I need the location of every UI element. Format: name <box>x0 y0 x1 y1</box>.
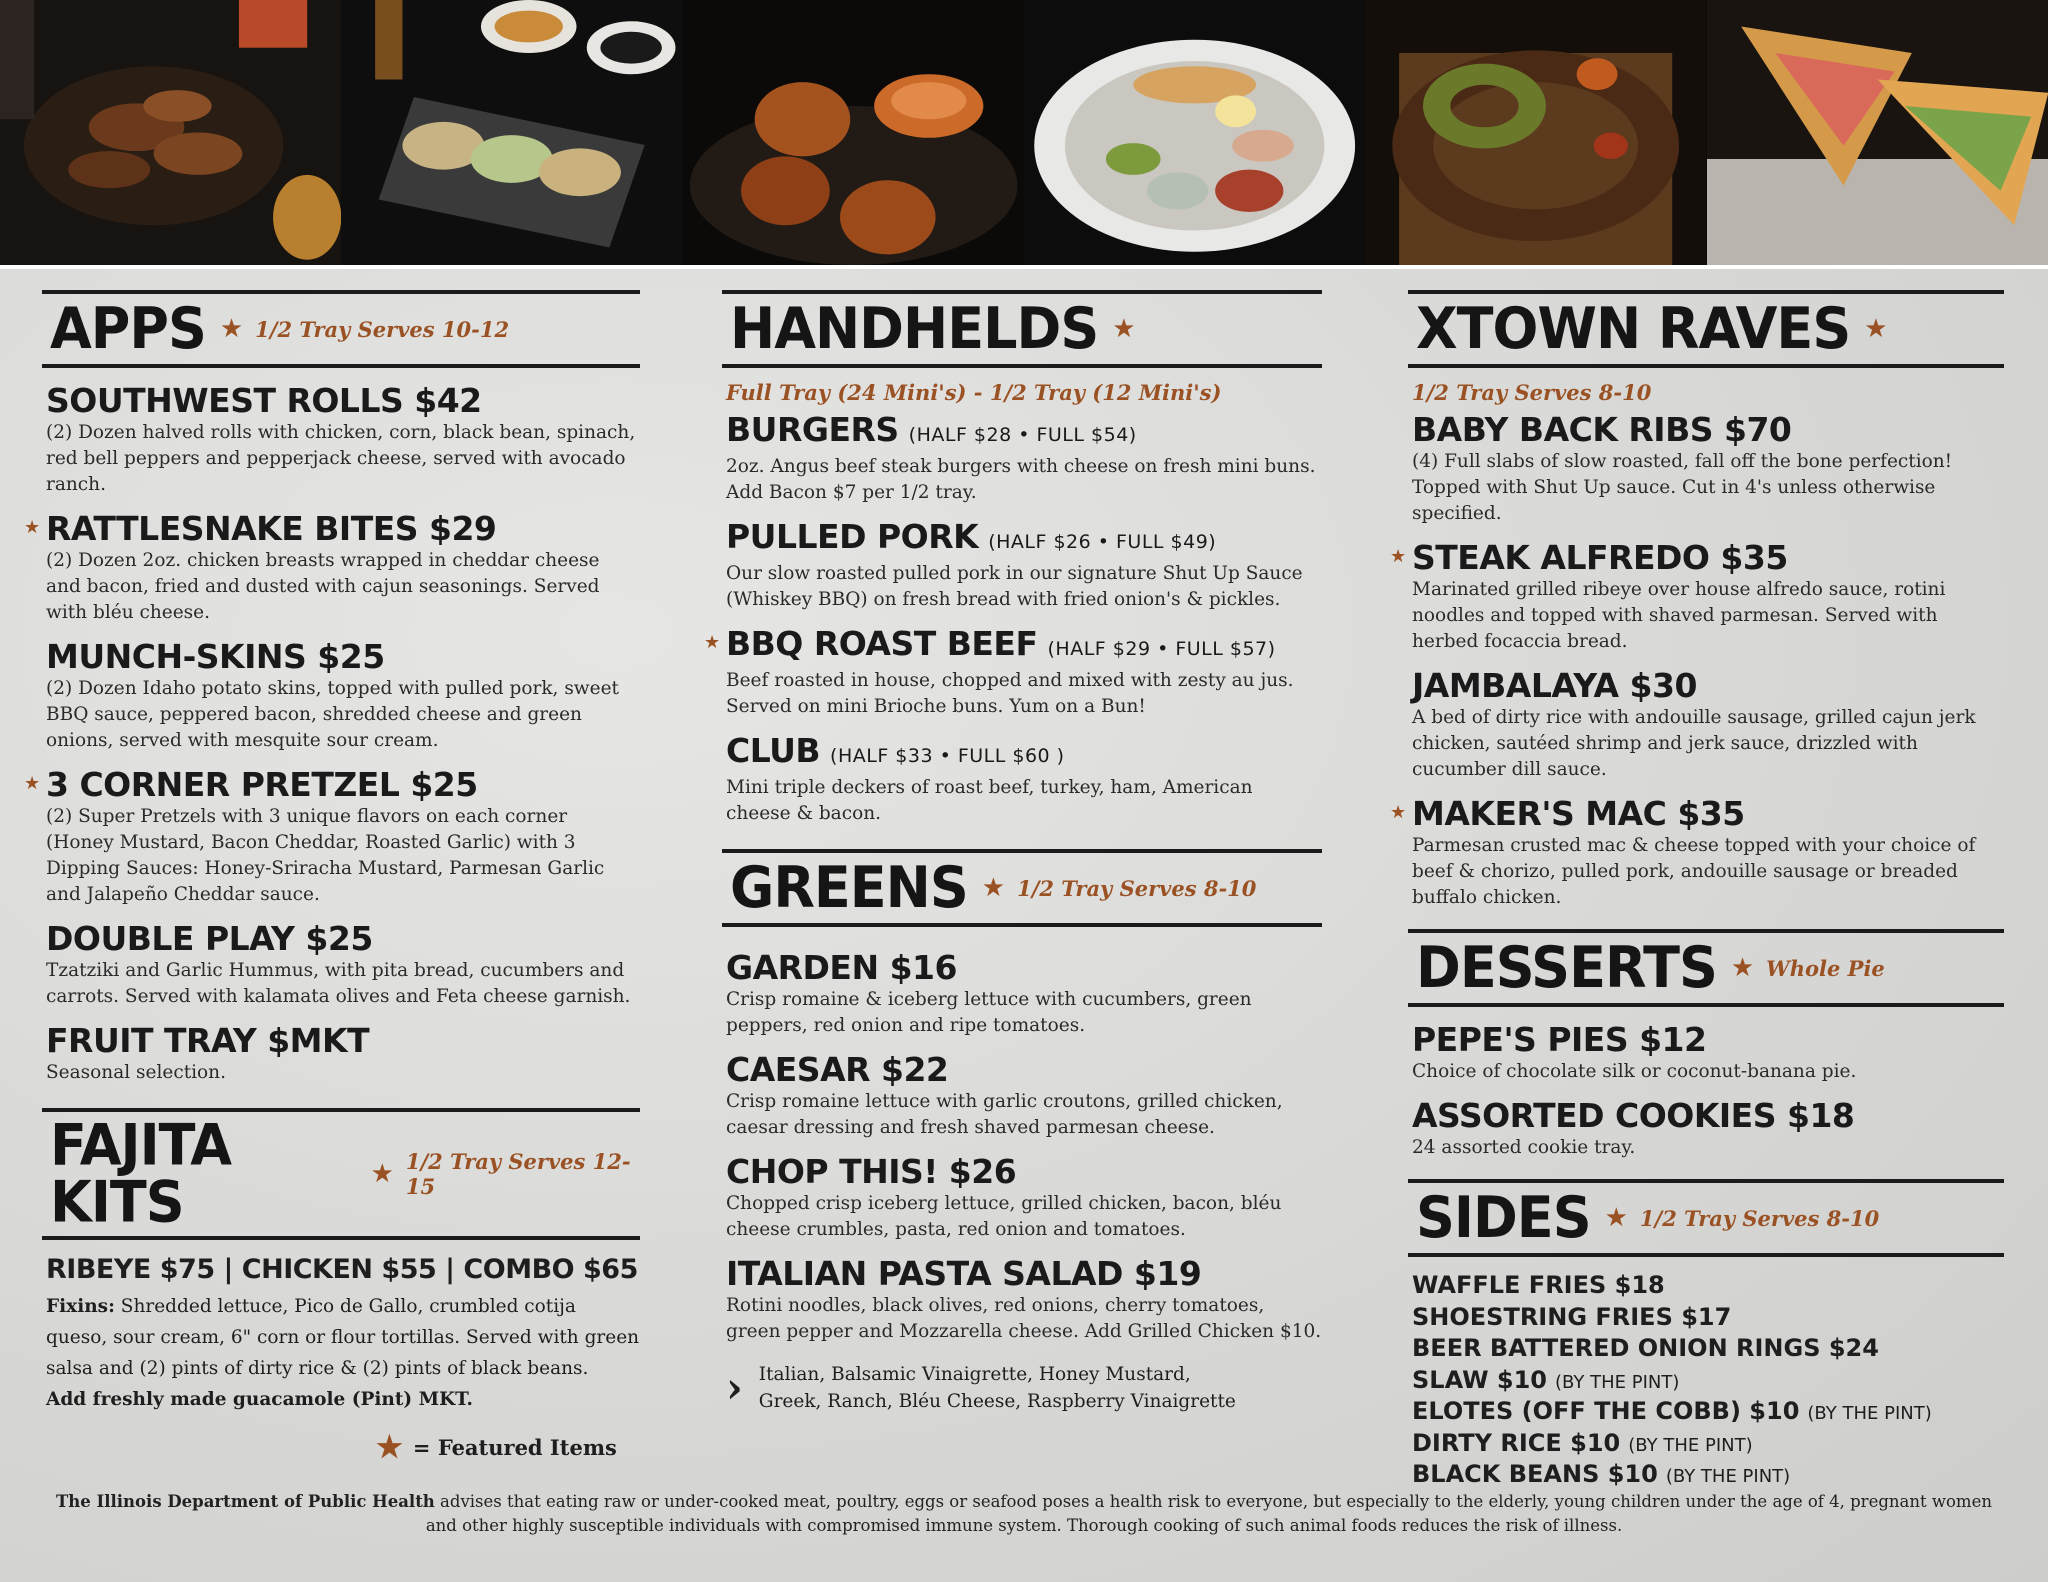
menu-item <box>1390 794 2004 911</box>
menu-item <box>726 1051 1322 1141</box>
item-desc: Crisp romaine lettuce with garlic croutons, grilled chicken, caesar dressing and fresh shaved parmesan cheese. <box>726 1091 1283 1138</box>
raves-subtitle: 1/2 Tray Serves 8-10 <box>1412 380 1652 405</box>
side-name: BLACK BEANS $10 <box>1412 1460 1658 1488</box>
menu-item <box>726 949 1322 1039</box>
side-name: SHOESTRING FRIES $17 <box>1412 1302 1732 1331</box>
star-icon: ★ <box>1604 1203 1628 1233</box>
menu-item <box>24 765 640 908</box>
fajita-header <box>42 1108 640 1240</box>
item-title <box>726 625 1322 668</box>
menu-item <box>1412 667 2004 783</box>
chevron-right-icon: › <box>726 1363 743 1412</box>
item-title: MUNCH-SKINS $25 <box>46 637 385 676</box>
greens-header <box>722 849 1322 927</box>
item-desc: Crisp romaine & iceberg lettuce with cucumbers, green peppers, red onion and ripe tomatoes. <box>726 989 1252 1036</box>
side-item <box>1412 1460 2004 1492</box>
item-title <box>726 732 1322 775</box>
side-item <box>1412 1366 2004 1398</box>
fajita-title: FAJITA KITS <box>50 1112 232 1235</box>
side-name: ELOTES (OFF THE COBB) $10 <box>1412 1397 1800 1425</box>
star-icon: ★ <box>219 314 244 344</box>
item-title: BABY BACK RIBS $70 <box>1412 410 1792 449</box>
featured-star-icon: ★ <box>704 632 721 653</box>
menu-item <box>726 518 1322 613</box>
menu-item <box>1412 1021 2004 1085</box>
item-desc: Marinated grilled ribeye over house alfredo sauce, rotini noodles and topped with shaved parmesan. Served with herbed focaccia bread. <box>1412 579 1946 652</box>
item-desc: (2) Super Pretzels with 3 unique flavors on each corner (Honey Mustard, Bacon Cheddar, Roasted Garlic) with 3 Dipping Sauces: Honey-Sriracha Mustard, Parmesan Garlic and Jalapeño Cheddar sauce. <box>46 806 605 905</box>
item-title <box>726 411 1322 454</box>
fajita-guac: Add freshly made guacamole (Pint) MKT. <box>46 1389 473 1410</box>
featured-star-icon: ★ <box>1390 546 1407 567</box>
item-desc: Seasonal selection. <box>46 1062 226 1083</box>
sides-subtitle: 1/2 Tray Serves 8-10 <box>1639 1205 1880 1231</box>
greens-title: GREENS <box>730 854 968 921</box>
fajita-prices: RIBEYE $75 | CHICKEN $55 | COMBO $65 <box>46 1254 638 1285</box>
item-desc: Mini triple deckers of roast beef, turkey, ham, American cheese & bacon. <box>726 777 1253 824</box>
side-note: (BY THE PINT) <box>1555 1371 1680 1393</box>
item-title: STEAK ALFREDO $35 <box>1412 538 1788 577</box>
fajita-fixins <box>46 1291 640 1384</box>
photo-pretzel <box>1365 0 1706 265</box>
menu-item <box>726 732 1322 827</box>
item-name: PULLED PORK <box>726 517 979 556</box>
item-name: BURGERS <box>726 410 899 449</box>
item-size: (HALF $33 • FULL $60 ) <box>830 745 1065 767</box>
star-icon: ★ <box>370 1159 394 1189</box>
raves-title: XTOWN RAVES <box>1416 295 1851 362</box>
greens-subtitle: 1/2 Tray Serves 8-10 <box>1017 875 1257 901</box>
item-desc: Our slow roasted pulled pork in our signature Shut Up Sauce (Whiskey BBQ) on fresh bread with fried onion's & pickles. <box>726 563 1303 610</box>
menu-item <box>46 920 640 1010</box>
health-disclaimer <box>42 1490 2006 1538</box>
item-title <box>726 518 1322 561</box>
side-name: BEER BATTERED ONION RINGS $24 <box>1412 1334 1879 1362</box>
side-note: (BY THE PINT) <box>1807 1403 1932 1424</box>
raves-header <box>1408 290 2004 368</box>
dressing-list: Italian, Balsamic Vinaigrette, Honey Mustard, Greek, Ranch, Bléu Cheese, Raspberry Vinaigrette <box>758 1364 1236 1412</box>
item-size: (HALF $28 • FULL $54) <box>908 424 1137 446</box>
menu-item <box>726 1153 1322 1243</box>
side-name: DIRTY RICE $10 <box>1412 1428 1621 1457</box>
column-left <box>24 290 640 1415</box>
photo-cobb-salad <box>1024 0 1365 265</box>
side-name: WAFFLE FRIES $18 <box>1412 1271 1665 1299</box>
photo-tacos <box>341 0 682 265</box>
dressing-options <box>726 1361 1322 1415</box>
menu-item <box>704 624 1322 720</box>
handhelds-title: HANDHELDS <box>730 295 1099 362</box>
menu-item <box>726 411 1322 506</box>
star-icon: ★ <box>1864 314 1888 344</box>
item-name: BBQ ROAST BEEF <box>726 624 1038 663</box>
sides-title: SIDES <box>1416 1184 1591 1251</box>
apps-title: APPS <box>50 295 206 362</box>
item-title: CAESAR $22 <box>726 1050 949 1089</box>
side-item <box>1412 1397 2004 1429</box>
star-icon: ★ <box>376 1430 403 1465</box>
photo-divider <box>0 265 2048 269</box>
photo-club-sandwich <box>1707 0 2048 265</box>
disclaimer-org: The Illinois Department of Public Health <box>56 1492 435 1511</box>
fixins-text: Shredded lettuce, Pico de Gallo, crumbled cotija queso, sour cream, 6" corn or flour tortillas. Served with green salsa and (2) pints of dirty rice & (2) pints of black beans. <box>46 1296 640 1379</box>
item-name: CLUB <box>726 731 821 770</box>
item-title: ITALIAN PASTA SALAD $19 <box>726 1254 1202 1293</box>
menu-item <box>1412 411 2004 527</box>
menu-item <box>24 509 640 626</box>
item-desc: (2) Dozen Idaho potato skins, topped with pulled pork, sweet BBQ sauce, peppered bacon, shredded cheese and green onions, served with mesquite sour cream. <box>46 678 619 751</box>
side-item <box>1412 1429 2004 1461</box>
menu-item <box>726 1255 1322 1345</box>
item-title: MAKER'S MAC $35 <box>1412 794 1745 833</box>
apps-subtitle: 1/2 Tray Serves 10-12 <box>255 316 510 342</box>
photo-rattlesnake-bites <box>683 0 1024 265</box>
item-desc: Chopped crisp iceberg lettuce, grilled chicken, bacon, bléu cheese crumbles, pasta, red onion and tomatoes. <box>726 1193 1282 1240</box>
side-note: (BY THE PINT) <box>1665 1466 1791 1487</box>
handhelds-header <box>722 290 1322 368</box>
item-size: (HALF $26 • FULL $49) <box>988 531 1217 553</box>
star-icon: ★ <box>1112 314 1136 344</box>
item-title: GARDEN $16 <box>726 948 957 987</box>
item-desc: Parmesan crusted mac & cheese topped with your choice of beef & chorizo, pulled pork, andouille sausage or breaded buffalo chicken. <box>1412 835 1976 908</box>
item-title: PEPE'S PIES $12 <box>1412 1020 1707 1059</box>
menu-item <box>46 1022 640 1086</box>
item-desc: (4) Full slabs of slow roasted, fall off the bone perfection! Topped with Shut Up sauce. Cut in 4's unless otherwise specified. <box>1412 451 1953 524</box>
sides-header <box>1408 1179 2004 1257</box>
featured-star-icon: ★ <box>1390 802 1407 823</box>
photo-wings <box>0 0 341 265</box>
desserts-title: DESSERTS <box>1416 934 1717 1001</box>
side-item <box>1412 1271 2004 1303</box>
star-icon: ★ <box>1730 953 1755 983</box>
item-desc: A bed of dirty rice with andouille sausage, grilled cajun jerk chicken, sautéed shrimp and jerk sauce, drizzled with cucumber dill sauce. <box>1412 707 1976 780</box>
disclaimer-text: advises that eating raw or under-cooked meat, poultry, eggs or seafood poses a health risk to everyone, but especially to the elderly, young children under the age of 4, pregnant women and other highly susceptible individuals with compromised immune system. Thorough cooking of such animal foods reduces the risk of illness. <box>425 1492 1992 1535</box>
column-middle <box>704 290 1322 1415</box>
food-photo-strip <box>0 0 2048 265</box>
item-desc: 24 assorted cookie tray. <box>1412 1137 1636 1158</box>
item-title: ASSORTED COOKIES $18 <box>1412 1096 1855 1135</box>
item-desc: Choice of chocolate silk or coconut-banana pie. <box>1412 1061 1857 1082</box>
item-size: (HALF $29 • FULL $57) <box>1047 638 1276 660</box>
item-title: FRUIT TRAY $MKT <box>46 1021 370 1060</box>
item-desc: Rotini noodles, black olives, red onions, cherry tomatoes, green pepper and Mozzarella cheese. Add Grilled Chicken $10. <box>726 1295 1322 1342</box>
apps-header <box>42 290 640 368</box>
menu-item <box>1412 1097 2004 1161</box>
fixins-label: Fixins: <box>46 1296 115 1317</box>
menu-item <box>46 638 640 754</box>
item-desc: Tzatziki and Garlic Hummus, with pita bread, cucumbers and carrots. Served with kalamata olives and Feta cheese garnish. <box>46 960 631 1007</box>
fajita-subtitle: 1/2 Tray Serves 12-15 <box>405 1149 631 1199</box>
featured-star-icon: ★ <box>24 773 41 794</box>
item-title: SOUTHWEST ROLLS $42 <box>46 381 482 420</box>
column-right <box>1390 290 2004 1492</box>
desserts-subtitle: Whole Pie <box>1766 955 1885 981</box>
side-item <box>1412 1303 2004 1335</box>
legend-text: = Featured Items <box>412 1435 617 1460</box>
item-desc: (2) Dozen 2oz. chicken breasts wrapped in cheddar cheese and bacon, fried and dusted with cajun seasonings. Served with bléu cheese. <box>46 550 600 623</box>
item-title: CHOP THIS! $26 <box>726 1152 1017 1191</box>
item-title: RATTLESNAKE BITES $29 <box>46 509 497 548</box>
item-desc: Beef roasted in house, chopped and mixed with zesty au jus. Served on mini Brioche buns. Yum on a Bun! <box>726 670 1294 717</box>
side-item <box>1412 1334 2004 1366</box>
menu-item <box>1390 538 2004 655</box>
featured-legend <box>376 1430 617 1465</box>
item-desc: 2oz. Angus beef steak burgers with cheese on fresh mini buns. Add Bacon $7 per 1/2 tray. <box>726 456 1316 503</box>
side-note: (BY THE PINT) <box>1628 1434 1753 1456</box>
item-title: JAMBALAYA $30 <box>1412 666 1697 705</box>
star-icon: ★ <box>981 873 1006 903</box>
desserts-header <box>1408 929 2004 1007</box>
item-title: 3 CORNER PRETZEL $25 <box>46 765 478 804</box>
item-desc: (2) Dozen halved rolls with chicken, corn, black bean, spinach, red bell peppers and pepperjack cheese, served with avocado ranch. <box>46 422 636 495</box>
handhelds-subtitle: Full Tray (24 Mini's) - 1/2 Tray (12 Mini's) <box>726 380 1222 405</box>
featured-star-icon: ★ <box>24 517 41 538</box>
item-title: DOUBLE PLAY $25 <box>46 919 373 958</box>
side-name: SLAW $10 <box>1412 1365 1547 1394</box>
menu-item <box>46 382 640 498</box>
